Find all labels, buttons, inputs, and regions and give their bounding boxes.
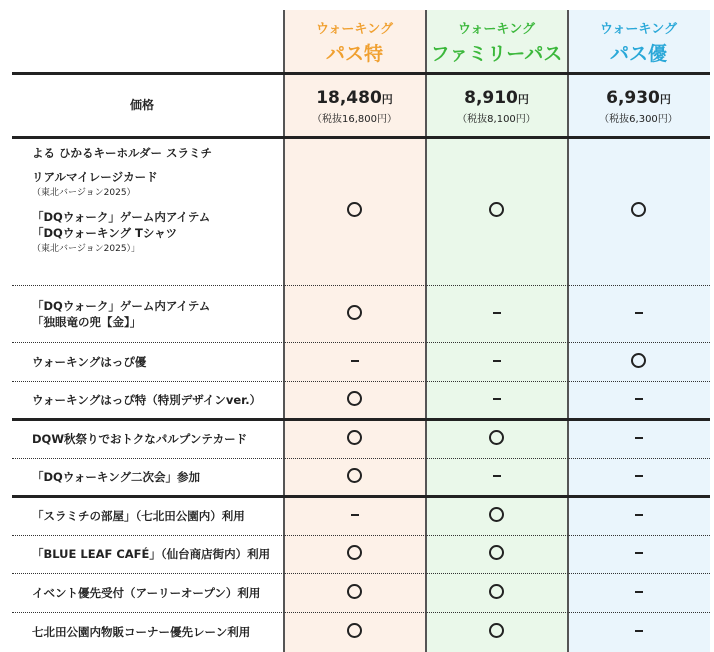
row-label bbox=[32, 392, 261, 408]
row-label-line: 七北田公園内物販コーナー優先レーン利用 bbox=[32, 624, 251, 639]
not-included-dash-icon bbox=[568, 305, 709, 321]
included-circle-icon bbox=[284, 584, 425, 603]
included-circle-icon bbox=[426, 430, 567, 449]
price-unit: 円 bbox=[381, 93, 393, 106]
table-row bbox=[0, 573, 714, 612]
plan-name: パス優 bbox=[609, 43, 667, 65]
plan-header bbox=[426, 18, 567, 66]
not-included-dash-icon bbox=[568, 391, 709, 407]
included-circle-icon bbox=[284, 202, 425, 221]
included-circle-icon bbox=[284, 391, 425, 410]
price-tax-excluded: （税抜16,800円） bbox=[312, 114, 397, 125]
row-label bbox=[32, 585, 260, 601]
not-included-dash-icon bbox=[426, 391, 567, 407]
price-unit: 円 bbox=[659, 93, 671, 106]
table-row bbox=[0, 381, 714, 419]
not-included-dash-icon bbox=[568, 430, 709, 446]
row-label-line: リアルマイレージカード bbox=[32, 170, 158, 184]
plan-subtitle: ウォーキング bbox=[599, 22, 678, 37]
included-circle-icon bbox=[284, 305, 425, 324]
not-included-dash-icon bbox=[568, 468, 709, 484]
plan-name: パス特 bbox=[325, 43, 383, 65]
included-circle-icon bbox=[568, 202, 709, 221]
price-value: 18,480 bbox=[316, 88, 382, 108]
not-included-dash-icon bbox=[568, 507, 709, 523]
included-circle-icon bbox=[284, 468, 425, 487]
row-label-line: 「BLUE LEAF CAFÉ」（仙台商店街内）利用 bbox=[32, 547, 271, 561]
not-included-dash-icon bbox=[568, 623, 709, 639]
included-circle-icon bbox=[426, 507, 567, 526]
plan-subtitle: ウォーキング bbox=[457, 22, 536, 37]
divider bbox=[12, 72, 710, 75]
price-tax-excluded: （税抜8,100円） bbox=[457, 114, 536, 125]
not-included-dash-icon bbox=[426, 353, 567, 369]
table-row bbox=[0, 496, 714, 535]
price-value: 8,910 bbox=[464, 88, 518, 108]
included-circle-icon bbox=[284, 545, 425, 564]
included-circle-icon bbox=[284, 430, 425, 449]
not-included-dash-icon bbox=[426, 468, 567, 484]
row-label-line: 「スラミチの部屋」（七北田公園内）利用 bbox=[32, 508, 245, 523]
included-circle-icon bbox=[426, 202, 567, 221]
row-label bbox=[32, 431, 247, 447]
table-row bbox=[0, 285, 714, 342]
plan-price bbox=[284, 88, 425, 125]
row-label-line: 「DQウォーキング Tシャツ bbox=[32, 226, 178, 240]
not-included-dash-icon bbox=[568, 545, 709, 561]
price-label: 価格 bbox=[129, 98, 154, 112]
row-label bbox=[32, 508, 245, 524]
plan-subtitle: ウォーキング bbox=[315, 22, 394, 37]
not-included-dash-icon bbox=[284, 507, 425, 523]
row-label-line: 「DQウォーキング二次会」参加 bbox=[32, 470, 201, 484]
not-included-dash-icon bbox=[426, 305, 567, 321]
included-circle-icon bbox=[426, 545, 567, 564]
plan-name: ファミリーパス bbox=[430, 43, 563, 65]
plan-header bbox=[568, 18, 709, 66]
not-included-dash-icon bbox=[568, 584, 709, 600]
row-label-line: （東北バージョン2025） bbox=[32, 188, 136, 198]
row-label-line: イベント優先受付（アーリーオープン）利用 bbox=[32, 585, 261, 600]
plan-price bbox=[568, 88, 709, 125]
not-included-dash-icon bbox=[284, 353, 425, 369]
row-label-line: よる ひかるキーホルダー スラミチ bbox=[32, 146, 213, 160]
row-label bbox=[32, 546, 270, 562]
row-label-line: 「DQウォーク」ゲーム内アイテム bbox=[32, 210, 211, 224]
table-row bbox=[0, 419, 714, 458]
row-label-line: DQW秋祭りでおトクなパルプンテカード bbox=[32, 431, 248, 446]
row-label bbox=[32, 624, 250, 640]
included-circle-icon bbox=[426, 584, 567, 603]
row-label-line: ウォーキングはっぴ優 bbox=[32, 354, 147, 369]
table-row bbox=[0, 612, 714, 651]
row-label-line: （東北バージョン2025）」 bbox=[32, 244, 141, 254]
row-label bbox=[32, 145, 212, 257]
table-row bbox=[0, 535, 714, 573]
table-row bbox=[0, 458, 714, 496]
table-row bbox=[0, 342, 714, 381]
row-label bbox=[32, 469, 200, 485]
price-unit: 円 bbox=[517, 93, 529, 106]
table-row bbox=[0, 137, 714, 285]
price-value: 6,930 bbox=[606, 88, 660, 108]
row-label bbox=[32, 298, 210, 330]
plan-header bbox=[284, 18, 425, 66]
row-label-line: ウォーキングはっぴ特（特別デザインver.） bbox=[32, 393, 262, 407]
row-label-line: 「DQウォーク」ゲーム内アイテム bbox=[32, 298, 211, 313]
included-circle-icon bbox=[284, 623, 425, 642]
price-tax-excluded: （税抜6,300円） bbox=[599, 114, 678, 125]
plan-price bbox=[426, 88, 567, 125]
included-circle-icon bbox=[426, 623, 567, 642]
row-label-line: 「独眼竜の兜【金】」 bbox=[32, 314, 142, 329]
included-circle-icon bbox=[568, 353, 709, 372]
row-label bbox=[32, 354, 146, 370]
